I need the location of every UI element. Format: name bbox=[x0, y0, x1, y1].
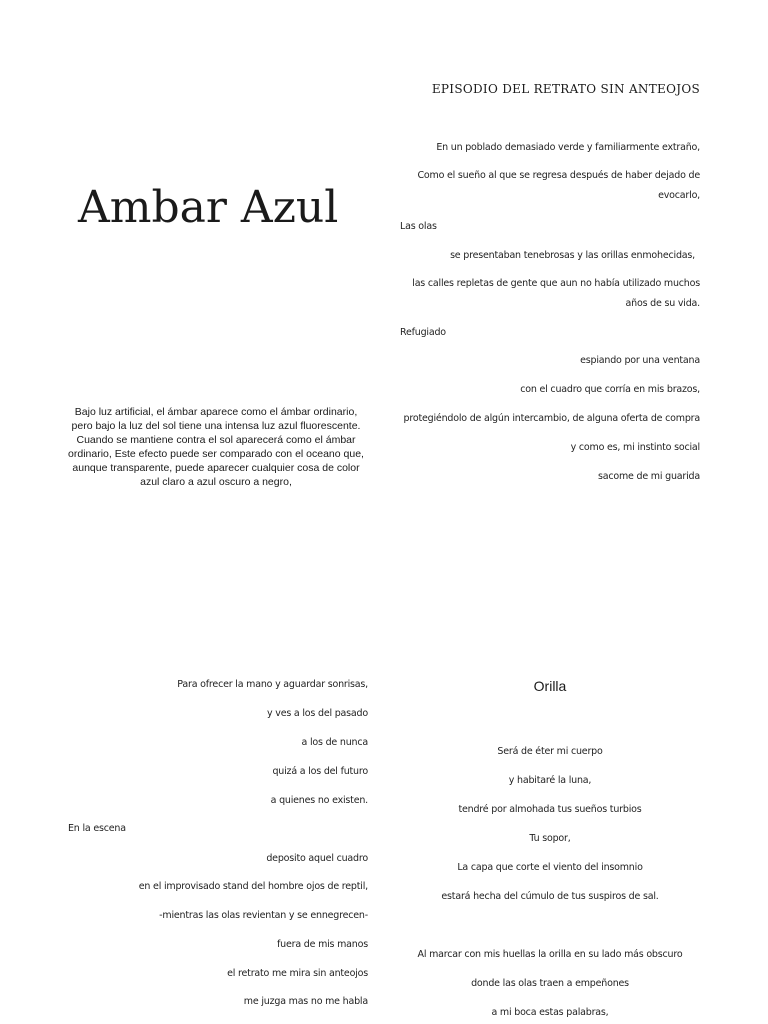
poem-line: y como es, mi instinto social bbox=[570, 442, 700, 453]
poem-line: donde las olas traen a empeñones bbox=[471, 978, 629, 989]
poem-line: se presentaban tenebrosas y las orillas enmohecidas, bbox=[450, 250, 695, 261]
poem-line: estará hecha del cúmulo de tus suspiros de sal. bbox=[441, 891, 659, 902]
ambar-azul-title: Ambar Azul bbox=[78, 182, 339, 233]
poem-line: En la escena bbox=[68, 823, 126, 834]
poem-line: quizá a los del futuro bbox=[272, 766, 368, 777]
poem-line: a mi boca estas palabras, bbox=[491, 1007, 609, 1018]
poem-line: Refugiado bbox=[400, 327, 446, 338]
poem-line: sacome de mi guarida bbox=[597, 471, 700, 482]
poem-line: La capa que corte el viento del insomnio bbox=[457, 862, 643, 873]
poem-title-orilla: Orilla bbox=[533, 678, 567, 694]
poem-line: fuera de mis manos bbox=[277, 939, 368, 950]
poem-line: años de su vida. bbox=[625, 298, 700, 309]
poem-line: deposito aquel cuadro bbox=[266, 853, 368, 864]
poem-line: a los de nunca bbox=[301, 737, 368, 748]
poem-line: tendré por almohada tus sueños turbios bbox=[458, 804, 642, 815]
poem-line: espiando por una ventana bbox=[580, 355, 700, 366]
poem-line: Será de éter mi cuerpo bbox=[497, 746, 603, 757]
poem-line: -mientras las olas revientan y se ennegrecen- bbox=[159, 910, 368, 921]
poem-heading-episodio: EPISODIO DEL RETRATO SIN ANTEOJOS bbox=[431, 82, 700, 96]
poem-line: Tu sopor, bbox=[529, 833, 571, 844]
poem-line: con el cuadro que corría en mis brazos, bbox=[520, 384, 700, 395]
poem-line: y ves a los del pasado bbox=[267, 708, 368, 719]
poem-line: Al marcar con mis huellas la orilla en su lado más obscuro bbox=[417, 949, 683, 960]
ambar-azul-description: Bajo luz artificial, el ámbar aparece como el ámbar ordinario, pero bajo la luz del sol tiene una intensa luz azul fluorescente. Cuando se mantiene contra el sol aparecerá como el ámbar ordinario, Este efecto puede ser comparado con el oceano que, aunque transparente, puede aparecer cualquier cosa de color azul claro a azul oscuro a negro, bbox=[68, 406, 364, 488]
poem-line: Como el sueño al que se regresa después de haber dejado de bbox=[417, 170, 700, 181]
poem-line: a quienes no existen. bbox=[270, 795, 368, 806]
poem-line: las calles repletas de gente que aun no había utilizado muchos bbox=[412, 278, 700, 289]
poem-line: protegiéndolo de algún intercambio, de alguna oferta de compra bbox=[403, 413, 700, 424]
poem-line: En un poblado demasiado verde y familiarmente extraño, bbox=[436, 142, 700, 153]
poem-line: el retrato me mira sin anteojos bbox=[227, 968, 368, 979]
poem-line: me juzga mas no me habla bbox=[243, 996, 368, 1007]
poem-line: y habitaré la luna, bbox=[508, 775, 592, 786]
poem-line: Las olas bbox=[400, 221, 437, 232]
poem-line: Para ofrecer la mano y aguardar sonrisas, bbox=[177, 679, 368, 690]
poem-line: en el improvisado stand del hombre ojos de reptil, bbox=[138, 881, 368, 892]
poem-line: evocarlo, bbox=[658, 190, 700, 201]
